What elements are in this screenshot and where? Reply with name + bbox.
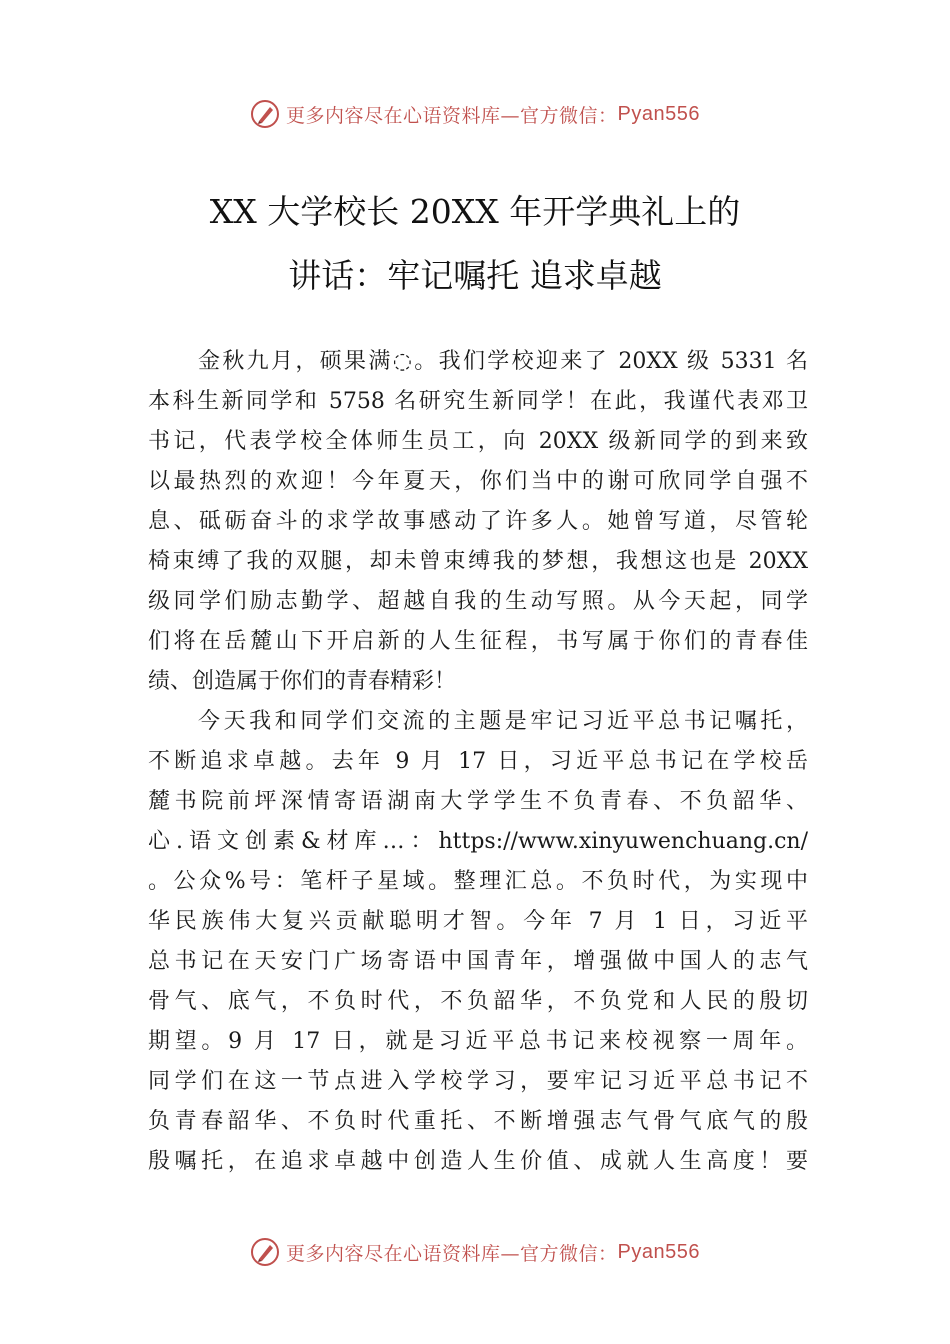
text-line: 不断追求卓越。去年 9 月 17 日，习近平总书记在学校岳 (148, 749, 808, 774)
banner-text-cn: 更多内容尽在心语资料库—官方微信： (286, 104, 618, 127)
text-line: 总书记在天安门广场寄语中国青年，增强做中国人的志气 (148, 949, 808, 974)
text-line: 级同学们励志勤学、超越自我的生动写照。从今天起，同学 (148, 589, 808, 614)
pen-logo-icon (250, 1237, 280, 1267)
text-line: 金秋九月，硕果满◌。我们学校迎来了 20XX 级 5331 名 (198, 349, 808, 374)
text-line: 们将在岳麓山下开启新的人生征程，书写属于你们的青春佳 (148, 629, 808, 654)
text-line: 以最热烈的欢迎！今年夏天，你们当中的谢可欣同学自强不 (148, 469, 808, 494)
text-line: 今天我和同学们交流的主题是牢记习近平总书记嘱托， (198, 709, 808, 734)
text-line: 负青春韶华、不负时代重托、不断增强志气骨气底气的殷 (148, 1109, 808, 1134)
pen-logo-icon (250, 99, 280, 129)
text-line: 期望。9 月 17 日，就是习近平总书记来校视察一周年。 (148, 1029, 808, 1054)
banner-text-en: Pyan556 (617, 102, 700, 125)
text-line: 骨气、底气，不负时代，不负韶华，不负党和人民的殷切 (148, 989, 808, 1014)
text-line: 华民族伟大复兴贡献聪明才智。今年 7 月 1 日，习近平 (148, 909, 808, 934)
paragraph-1 (148, 342, 808, 702)
title-line-1: XX 大学校长 20XX 年开学典礼上的 (209, 192, 741, 231)
footer-banner (0, 1232, 950, 1272)
header-banner (0, 94, 950, 134)
text-line: 。公众%号：笔杆子星域。整理汇总。不负时代，为实现中 (148, 869, 808, 894)
text-line: 书记，代表学校全体师生员工，向 20XX 级新同学的到来致 (148, 429, 808, 454)
text-line: 绩、创造属于你们的青春精彩！ (148, 669, 457, 694)
text-line: 息、砥砺奋斗的求学故事感动了许多人。她曾写道，尽管轮 (148, 509, 808, 534)
title-line-2: 讲话：牢记嘱托 追求卓越 (288, 256, 662, 295)
banner-text-en: Pyan556 (617, 1240, 700, 1263)
text-line: 麓书院前坪深情寄语湖南大学学生不负青春、不负韶华、 (148, 789, 808, 814)
text-line: 殷嘱托，在追求卓越中创造人生价值、成就人生高度！要 (148, 1149, 808, 1174)
banner-text-cn: 更多内容尽在心语资料库—官方微信： (286, 1242, 618, 1265)
text-line: 本科生新同学和 5758 名研究生新同学！在此，我谨代表邓卫 (148, 389, 808, 414)
text-line: 同学们在这一节点进入学校学习，要牢记习近平总书记不 (148, 1069, 808, 1094)
text-line: 椅束缚了我的双腿，却未曾束缚我的梦想，我想这也是 20XX (148, 549, 808, 574)
body-text (148, 342, 808, 1182)
text-line: 心.语文创素&材库…：https://www.xinyuwenchuang.cn/ (148, 829, 808, 854)
paragraph-2 (148, 702, 808, 1182)
